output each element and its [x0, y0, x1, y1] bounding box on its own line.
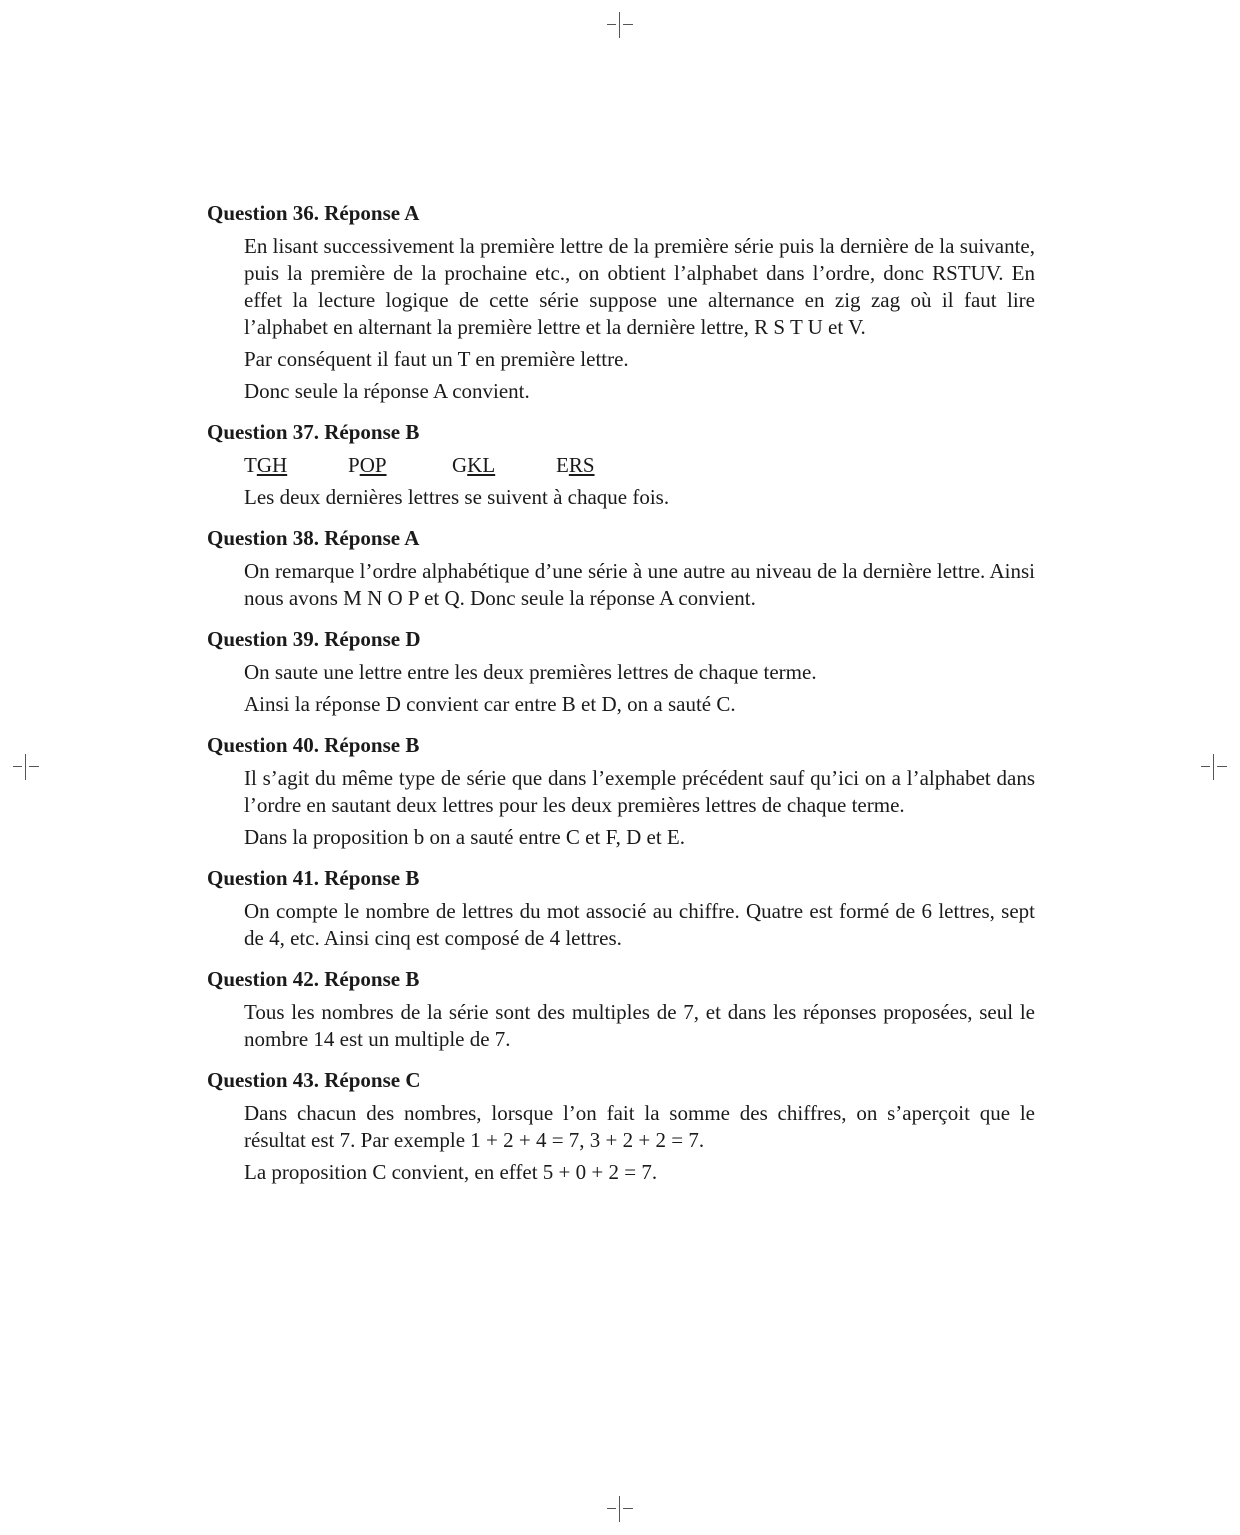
paragraph: Il s’agit du même type de série que dans l’exemple précédent sauf qu’ici on a l’alphabet dans l’ordre en sautant deux lettres pour les deux premières lettres de chaque terme. [244, 766, 1035, 817]
term-underlined-letters: OP [359, 453, 387, 477]
question-title: Question 41. Réponse B [207, 866, 420, 890]
term-first-letter: E [556, 453, 569, 477]
paragraph: Donc seule la réponse A convient. [244, 379, 530, 403]
paragraph: En lisant successivement la première lettre de la première série puis la dernière de la suivante, puis la première de la prochaine etc., on obtient l’alphabet dans l’ordre, donc RSTUV. En effet la lecture logique de cette série suppose une alternance en zig zag où il faut lire l’alphabet en alternant la première lettre et la dernière lettre, R S T U et V. [244, 234, 1035, 339]
series-term [556, 452, 660, 479]
question-40 [207, 732, 1035, 851]
question-title: Question 40. Réponse B [207, 733, 420, 757]
question-title: Question 38. Réponse A [207, 526, 420, 550]
question-title: Question 43. Réponse C [207, 1068, 421, 1092]
question-41 [207, 865, 1035, 952]
paragraph: Par conséquent il faut un T en première lettre. [244, 347, 629, 371]
paragraph: Ainsi la réponse D convient car entre B et D, on a sauté C. [244, 692, 736, 716]
term-first-letter: T [244, 453, 257, 477]
term-first-letter: G [452, 453, 468, 477]
answers-section [207, 200, 1035, 1200]
question-43 [207, 1067, 1035, 1186]
question-title: Question 36. Réponse A [207, 201, 420, 225]
paragraph: On saute une lettre entre les deux premières lettres de chaque terme. [244, 660, 817, 684]
paragraph: Les deux dernières lettres se suivent à chaque fois. [244, 485, 670, 509]
paragraph: On remarque l’ordre alphabétique d’une série à une autre au niveau de la dernière lettre. Ainsi nous avons M N O P et Q. Donc seule la réponse A convient. [244, 559, 1035, 610]
paragraph: Dans la proposition b on a sauté entre C et F, D et E. [244, 825, 685, 849]
question-39 [207, 626, 1035, 718]
crop-mark-right [1201, 754, 1227, 780]
question-36 [207, 200, 1035, 405]
paragraph: Dans chacun des nombres, lorsque l’on fait la somme des chiffres, on s’aperçoit que le résultat est 7. Par exemple 1 + 2 + 4 = 7, 3 + 2 + 2 = 7. [244, 1101, 1035, 1152]
series-term [244, 452, 348, 479]
paragraph: La proposition C convient, en effet 5 + 0 + 2 = 7. [244, 1160, 658, 1184]
paragraph: On compte le nombre de lettres du mot associé au chiffre. Quatre est formé de 6 lettres, sept de 4, etc. Ainsi cinq est composé de 4 lettres. [244, 899, 1035, 950]
crop-mark-bottom [607, 1496, 633, 1522]
term-underlined-letters: KL [467, 453, 496, 477]
question-title: Question 37. Réponse B [207, 420, 420, 444]
crop-mark-top [607, 12, 633, 38]
question-42 [207, 966, 1035, 1053]
crop-mark-left [13, 754, 39, 780]
question-title: Question 42. Réponse B [207, 967, 420, 991]
question-37 [207, 419, 1035, 511]
question-38 [207, 525, 1035, 612]
term-underlined-letters: GH [256, 453, 288, 477]
term-first-letter: P [348, 453, 360, 477]
question-title: Question 39. Réponse D [207, 627, 421, 651]
letter-series [244, 452, 1035, 479]
series-term [452, 452, 556, 479]
term-underlined-letters: RS [568, 453, 595, 477]
series-term [348, 452, 452, 479]
paragraph: Tous les nombres de la série sont des multiples de 7, et dans les réponses proposées, seul le nombre 14 est un multiple de 7. [244, 1000, 1035, 1051]
